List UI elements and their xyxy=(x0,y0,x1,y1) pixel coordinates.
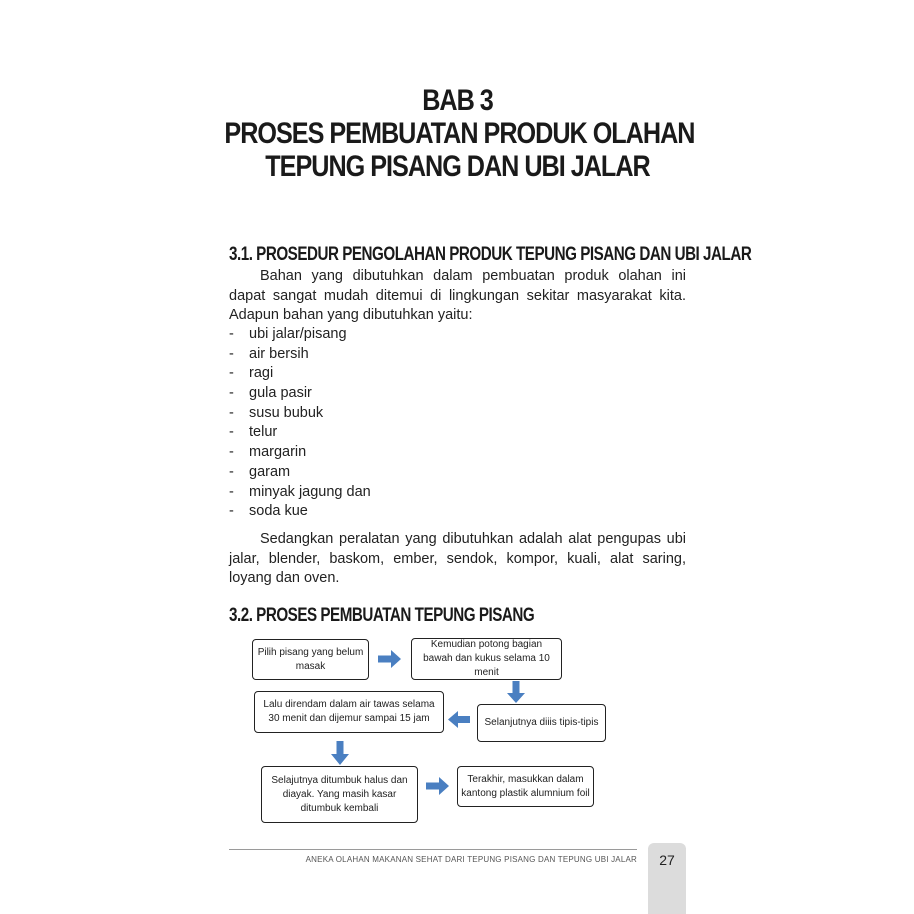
flow-step-6: Terakhir, masukkan dalam kantong plastik alumnium foil xyxy=(457,766,594,807)
section-heading-3-1: 3.1. PROSEDUR PENGOLAHAN PRODUK TEPUNG PISANG DAN UBI JALAR xyxy=(229,244,752,265)
flow-step-3: Selanjutnya diiis tipis-tipis xyxy=(477,704,606,742)
page-number: 27 xyxy=(659,852,675,868)
intro-paragraph xyxy=(229,267,686,326)
footer-rule xyxy=(229,849,637,850)
arrow-down-icon xyxy=(331,741,349,765)
chapter-number: BAB 3 xyxy=(422,84,493,117)
page-number-tab xyxy=(648,843,686,914)
arrow-left-icon xyxy=(448,711,470,728)
list-item: - garam xyxy=(229,463,291,480)
flow-step-4: Lalu direndam dalam air tawas selama 30 menit dan dijemur sampai 15 jam xyxy=(254,691,444,733)
list-item: - telur xyxy=(229,424,278,441)
intro-text: Bahan yang dibutuhkan dalam pembuatan produk olahan ini dapat sangat mudah ditemui di lingkungan sekitar masyarakat kita. Adapun bahan yang dibutuhkan yaitu: xyxy=(229,268,686,324)
list-item: - margarin xyxy=(229,444,307,461)
arrow-right-icon xyxy=(378,650,402,668)
list-item: - air bersih xyxy=(229,345,309,362)
list-item: - minyak jagung dan xyxy=(229,483,371,500)
list-item: - ubi jalar/pisang xyxy=(229,326,347,342)
equipment-paragraph xyxy=(229,530,686,589)
arrow-right-icon xyxy=(426,777,450,795)
chapter-title xyxy=(224,84,695,183)
list-item: - gula pasir xyxy=(229,385,312,402)
chapter-title-line-1: PROSES PEMBUATAN PRODUK OLAHAN xyxy=(224,117,695,150)
list-item: - soda kue xyxy=(229,503,308,520)
chapter-title-line-2: TEPUNG PISANG DAN UBI JALAR xyxy=(265,150,650,183)
equipment-text: Sedangkan peralatan yang dibutuhkan adalah alat pengupas ubi jalar, blender, baskom, ember, sendok, kompor, kuali, alat saring, loyang dan oven. xyxy=(229,531,686,587)
flow-step-1: Pilih pisang yang belum masak xyxy=(252,639,369,680)
running-title: ANEKA OLAHAN MAKANAN SEHAT DARI TEPUNG PISANG DAN TEPUNG UBI JALAR xyxy=(305,855,637,864)
list-item: - susu bubuk xyxy=(229,404,324,421)
arrow-down-icon xyxy=(507,681,525,703)
ingredient-list xyxy=(229,325,371,522)
section-heading-3-2: 3.2. PROSES PEMBUATAN TEPUNG PISANG xyxy=(229,605,535,626)
flow-step-5: Selajutnya ditumbuk halus dan diayak. Yang masih kasar ditumbuk kembali xyxy=(261,766,418,823)
flow-step-2: Kemudian potong bagian bawah dan kukus selama 10 menit xyxy=(411,638,562,680)
list-item: - ragi xyxy=(229,365,274,382)
